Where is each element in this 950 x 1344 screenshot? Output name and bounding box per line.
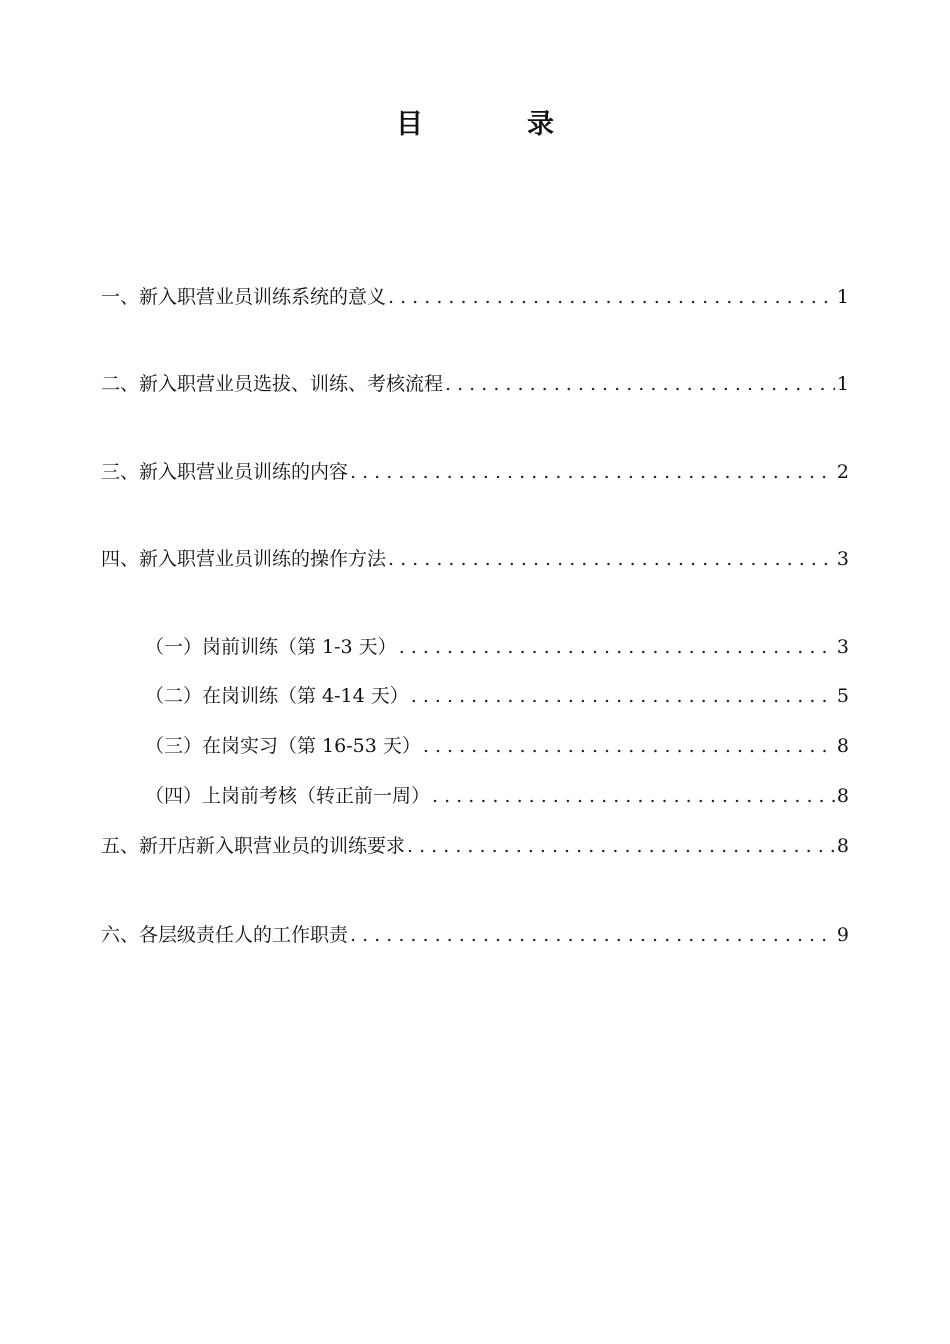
toc-page-number: 8 xyxy=(836,785,849,807)
toc-leader xyxy=(350,920,835,950)
toc-subentry[interactable] xyxy=(145,731,849,761)
toc-subentry[interactable] xyxy=(145,632,849,662)
toc-entry-label: （一）岗前训练（第 1-3 天） xyxy=(145,636,397,658)
toc-leader xyxy=(407,831,835,861)
toc-entry[interactable] xyxy=(101,282,849,312)
toc-title-char-2: 录 xyxy=(527,109,554,140)
toc-page-number: 3 xyxy=(836,548,849,570)
toc-entry-label: （二）在岗训练（第 4-14 天） xyxy=(145,685,409,707)
toc-entry-label: 六、各层级责任人的工作职责 xyxy=(101,924,349,946)
toc-subentry[interactable] xyxy=(145,781,849,811)
toc-entry[interactable] xyxy=(101,369,849,399)
toc-subentry[interactable] xyxy=(145,681,849,711)
toc-page-number: 3 xyxy=(836,636,849,658)
toc-entry-label: 三、新入职营业员训练的内容 xyxy=(101,461,349,483)
toc-leader xyxy=(388,544,835,574)
toc-entry-label: （三）在岗实习（第 16-53 天） xyxy=(145,735,421,757)
toc-page-number: 5 xyxy=(836,685,849,707)
toc-entry-label: 二、新入职营业员选拔、训练、考核流程 xyxy=(101,373,444,395)
toc-leader xyxy=(445,369,835,399)
toc-entry[interactable] xyxy=(101,920,849,950)
toc-page-number: 1 xyxy=(836,373,849,395)
toc-page-number: 2 xyxy=(836,461,849,483)
toc-page-number: 8 xyxy=(836,735,849,757)
toc-leader xyxy=(350,457,835,487)
toc-leader xyxy=(388,282,835,312)
toc-entry-label: 一、新入职营业员训练系统的意义 xyxy=(101,286,387,308)
toc-page-number: 9 xyxy=(836,924,849,946)
toc-leader xyxy=(432,781,835,811)
toc-entry[interactable] xyxy=(101,457,849,487)
toc-page-number: 1 xyxy=(836,286,849,308)
toc-leader xyxy=(411,681,835,711)
toc-entry-label: 四、新入职营业员训练的操作方法 xyxy=(101,548,387,570)
toc-leader xyxy=(423,731,835,761)
toc-title-char-1: 目 xyxy=(396,109,423,140)
toc-entry[interactable] xyxy=(101,831,849,861)
toc-title xyxy=(0,105,950,145)
toc-entry-label: 五、新开店新入职营业员的训练要求 xyxy=(101,835,406,857)
toc-entry-label: （四）上岗前考核（转正前一周） xyxy=(145,785,431,807)
toc-page-number: 8 xyxy=(836,835,849,857)
toc-leader xyxy=(399,632,835,662)
toc-entry[interactable] xyxy=(101,544,849,574)
